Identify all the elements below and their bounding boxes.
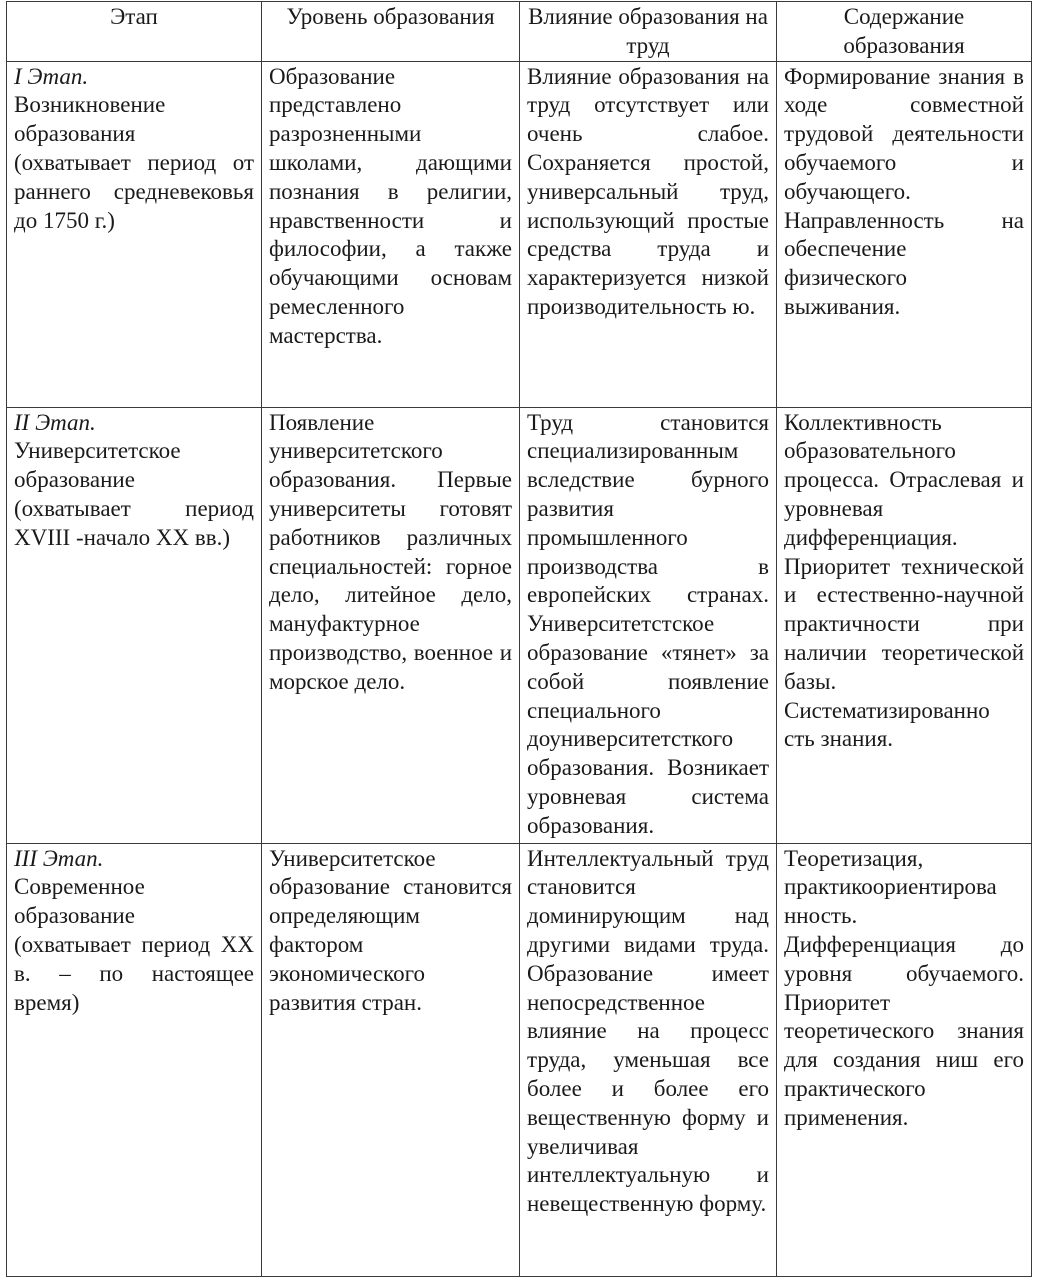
stage-label: I Этап. bbox=[14, 63, 89, 89]
stage-text: Современное образование (охватывает период XX в. – по настоящее время) bbox=[14, 874, 254, 1015]
level-cell bbox=[262, 61, 520, 407]
header-stage: Этап bbox=[7, 2, 262, 62]
level-cell bbox=[262, 407, 520, 843]
content-text: Теоретизация, практикоориентирова нность. Дифференциация до уровня обучаемого. Приоритет теоретического знания для создания ниш его практического применения. bbox=[784, 845, 1024, 1130]
stage-cell bbox=[7, 843, 262, 1276]
level-cell bbox=[262, 843, 520, 1276]
stage-cell bbox=[7, 61, 262, 407]
header-content: Содержание образования bbox=[777, 2, 1032, 62]
content-text: Коллективность образовательного процесса. Отраслевая и уровневая дифференциация. Приоритет технической и естественно-научной практичности при наличии теоретической базы. Систематизированно сть знания. bbox=[784, 409, 1024, 752]
stage-text: Возникновение образования (охватывает период от раннего средневековья до 1750 г.) bbox=[14, 92, 254, 233]
level-text: Появление университетского образования. Первые университеты готовят работников различных специальностей: горное дело, литейное дело, мануфактурное производство, военное и морское дело. bbox=[269, 409, 512, 694]
influence-cell bbox=[520, 843, 777, 1276]
education-stages-document bbox=[6, 1, 1031, 1277]
content-cell bbox=[777, 407, 1032, 843]
stage-label: II Этап. bbox=[14, 409, 96, 435]
influence-text: Труд становится специализированным вследствие бурного развития промышленного производства в европейских странах. Университетстское образование «тянет» за собой появление специального доуниверситетсткого образования. Возникает уровневая система образования. bbox=[527, 409, 769, 838]
stage-text: Университетское образование (охватывает период XVIII -начало XX вв.) bbox=[14, 438, 254, 550]
level-text: Образование представлено разрозненными школами, дающими познания в религии, нравственности и философии, а также обучающими основам ремесленного мастерства. bbox=[269, 63, 512, 348]
table-header-row bbox=[7, 2, 1032, 62]
content-cell bbox=[777, 843, 1032, 1276]
content-cell bbox=[777, 61, 1032, 407]
header-influence: Влияние образования на труд bbox=[520, 2, 777, 62]
influence-text: Влияние образования на труд отсутствует или очень слабое. Сохраняется простой, универсальный труд, использующий простые средства труда и характеризуется низкой производительность ю. bbox=[527, 63, 769, 319]
stage-label: III Этап. bbox=[14, 845, 104, 871]
content-text: Формирование знания в ходе совместной трудовой деятельности обучаемого и обучающего. Направленность на обеспечение физического выживания. bbox=[784, 63, 1024, 319]
influence-text: Интеллектуальный труд становится доминирующим над другими видами труда. Образование имеет непосредственное влияние на процесс труда, уменьшая все более и более его вещественную форму и увеличивая интеллектуальную и невещественную форму. bbox=[527, 845, 769, 1217]
level-text: Университетское образование становится определяющим фактором экономического развития стран. bbox=[269, 845, 512, 1015]
education-stages-table bbox=[6, 1, 1032, 1277]
table-row bbox=[7, 61, 1032, 407]
header-level: Уровень образования bbox=[262, 2, 520, 62]
table-row bbox=[7, 407, 1032, 843]
influence-cell bbox=[520, 407, 777, 843]
stage-cell bbox=[7, 407, 262, 843]
table-row bbox=[7, 843, 1032, 1276]
influence-cell bbox=[520, 61, 777, 407]
